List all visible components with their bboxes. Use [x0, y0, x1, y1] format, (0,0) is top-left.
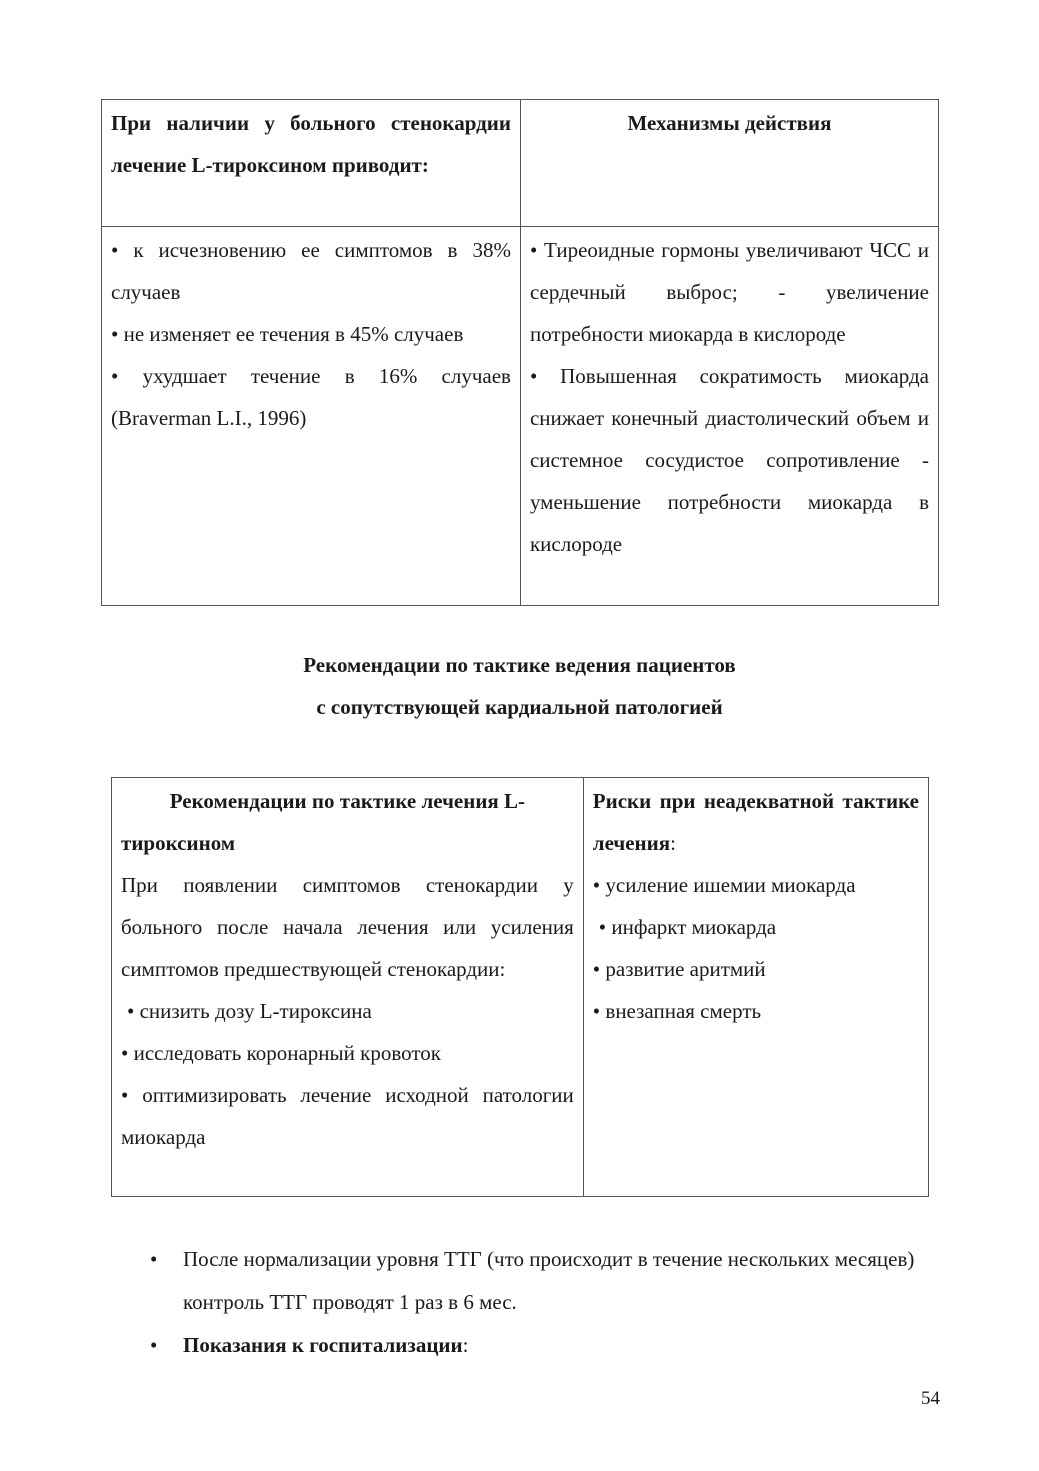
list-item: • к исчезновению ее симптомов в 38% случаев [111, 238, 511, 304]
list-item [150, 1238, 950, 1324]
bullet-list [150, 1238, 950, 1367]
table-header-cell: Механизмы действия [520, 100, 938, 227]
bullet-colon: : [462, 1333, 469, 1357]
list-item: • усиление ишемии миокарда [592, 873, 856, 897]
list-item: • исследовать коронарный кровоток [121, 1041, 441, 1065]
bullet-text-bold: Показания к госпитализации [183, 1333, 463, 1357]
bullet-text: После нормализации уровня ТТГ (что происходит в течение нескольких месяцев) контроль ТТГ проводят 1 раз в 6 мес. [183, 1247, 915, 1314]
recommendations-table [111, 777, 929, 1197]
table-cell [112, 778, 584, 1197]
list-item: • инфаркт миокарда [598, 915, 777, 939]
list-item: • оптимизировать лечение исходной патологии миокарда [121, 1083, 574, 1149]
bullet-icon: • [150, 1333, 158, 1357]
table-row [112, 778, 929, 1197]
section-title-line: Рекомендации по тактике ведения пациентов [303, 653, 736, 677]
table-header-cell: Рекомендации по тактике лечения L-тироксином [121, 789, 526, 855]
table-header-cell [593, 780, 919, 864]
list-item: • ухудшает течение в 16% случаев (Braverman L.I., 1996) [111, 364, 511, 430]
list-item: • развитие аритмий [592, 957, 766, 981]
table-cell [583, 778, 928, 1197]
table-header-row [102, 100, 939, 227]
header-colon: : [670, 831, 676, 855]
list-item [150, 1324, 950, 1367]
list-item: • Тиреоидные гормоны увеличивают ЧСС и сердечный выброс; - увеличение потребности миокарда в кислороде [529, 238, 929, 346]
angina-treatment-table [101, 99, 939, 606]
table-cell [102, 227, 521, 606]
cell-paragraph: При появлении симптомов стенокардии у больного после начала лечения или усиления симптомов предшествующей стенокардии: [121, 873, 574, 981]
bullet-icon: • [150, 1247, 158, 1271]
list-item: • не изменяет ее течения в 45% случаев [111, 322, 464, 346]
table-row [102, 227, 939, 606]
table-cell [520, 227, 938, 606]
table-header-cell: При наличии у больного стенокардии лечение L-тироксином приводит: [102, 100, 521, 227]
list-item: • снизить дозу L-тироксина [127, 999, 372, 1023]
list-item: • Повышенная сократимость миокарда снижает конечный диастолический объем и системное сосудистое сопротивление - уменьшение потребности миокарда в кислороде [529, 364, 929, 556]
header-text: Риски при неадекватной тактике лечения [592, 789, 919, 855]
section-title-line: с сопутствующей кардиальной патологией [316, 695, 723, 719]
page-number: 54 [921, 1388, 940, 1409]
list-item: • внезапная смерть [592, 999, 762, 1023]
